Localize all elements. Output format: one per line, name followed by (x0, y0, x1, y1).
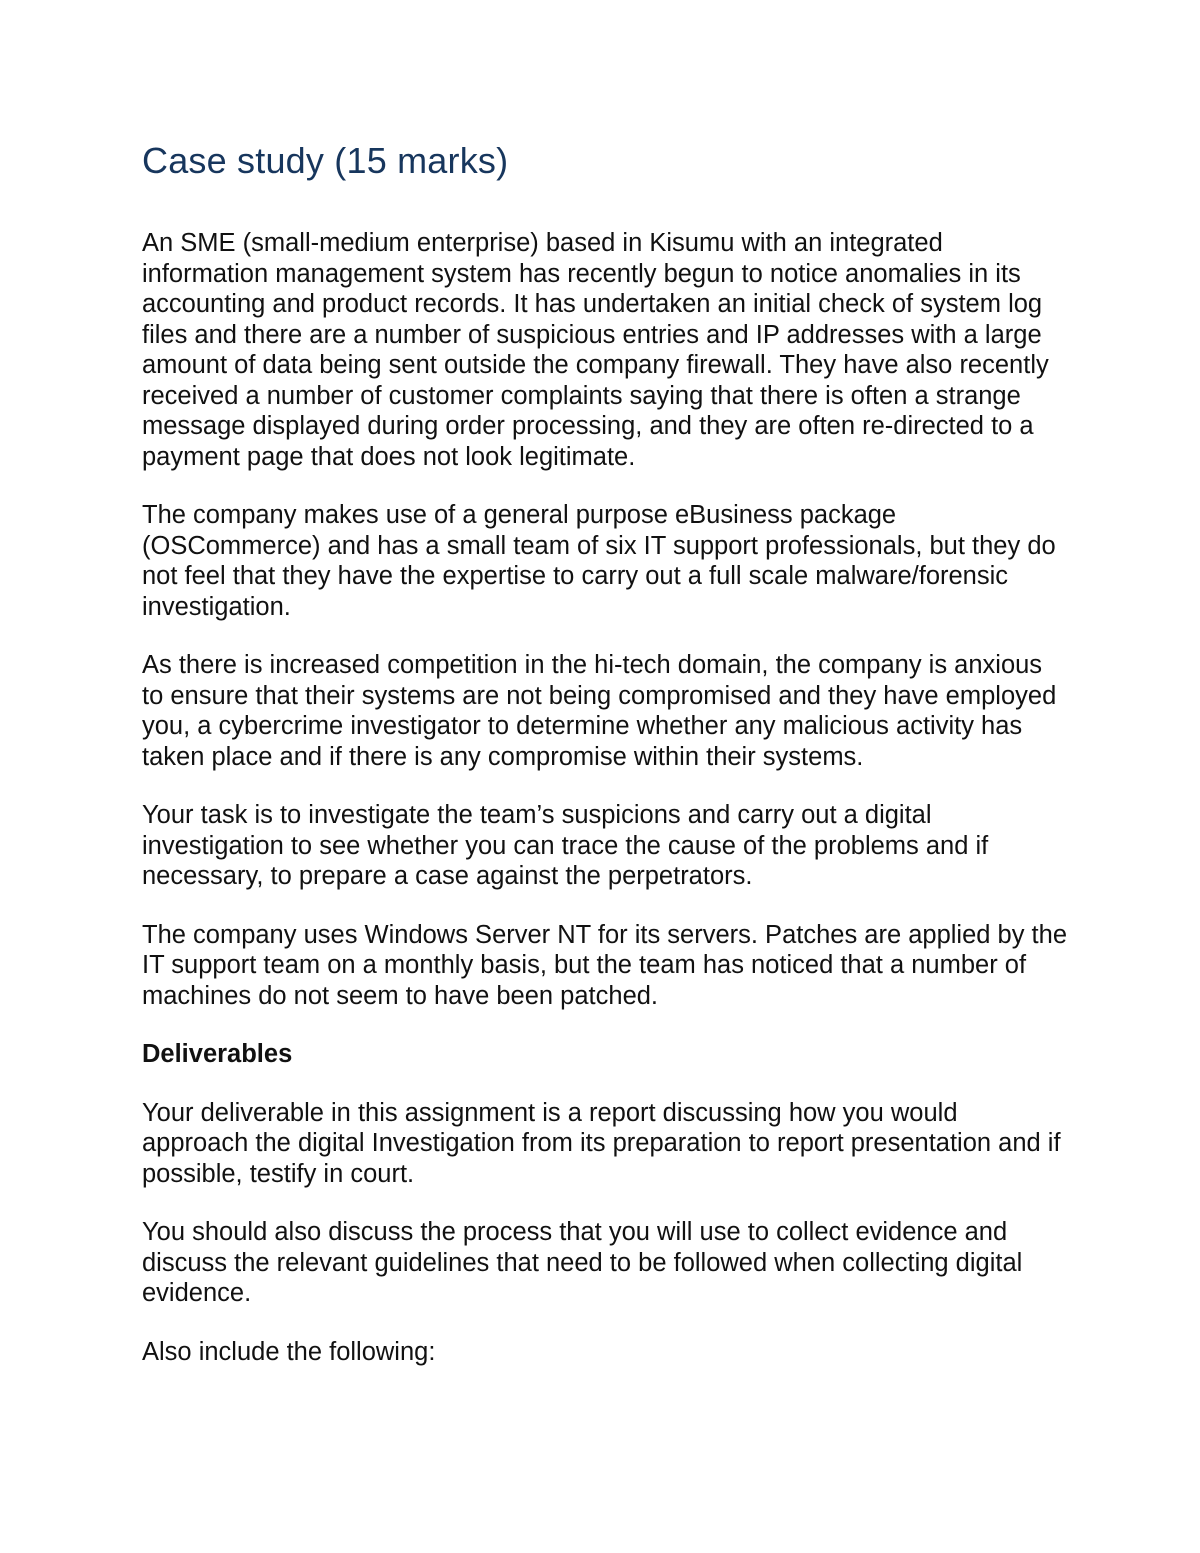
servers-paragraph: The company uses Windows Server NT for its servers. Patches are applied by the IT support team on a monthly basis, but the team has noticed that a number of machines do not seem to have been patched. (142, 920, 1068, 1010)
deliverables-heading: Deliverables (142, 1040, 293, 1068)
competition-paragraph: As there is increased competition in the hi-tech domain, the company is anxious to ensure that their systems are not being compromised and they have employed you, a cybercrime investigator to determine whether any malicious activity has taken place and if there is any compromise within their systems. (142, 651, 1057, 771)
intro-paragraph: An SME (small-medium enterprise) based in Kisumu with an integrated information management system has recently begun to notice anomalies in its accounting and product records. It has undertaken an initial check of system log files and there are a number of suspicious entries and IP addresses with a large amount of data being sent outside the company firewall. They have also recently received a number of customer complaints saying that there is often a strange message displayed during order processing, and they are often re-directed to a payment page that does not look legitimate. (142, 229, 1049, 471)
ebusiness-paragraph: The company makes use of a general purpose eBusiness package (OSCommerce) and has a small team of six IT support professionals, but they do not feel that they have the expertise to carry out a full scale malware/forensic investigation. (142, 501, 1056, 621)
page-title: Case study (15 marks) (142, 140, 509, 181)
include-following-paragraph: Also include the following: (142, 1337, 436, 1366)
task-paragraph: Your task is to investigate the team’s suspicions and carry out a digital investigation to see whether you can trace the cause of the problems and if necessary, to prepare a case against the perpetrators. (142, 801, 989, 890)
evidence-process-paragraph: You should also discuss the process that you will use to collect evidence and discuss the relevant guidelines that need to be followed when collecting digital evidence. (142, 1218, 1023, 1307)
deliverable-report-paragraph: Your deliverable in this assignment is a report discussing how you would approach the digital Investigation from its preparation to report presentation and if possible, testify in court. (142, 1098, 1061, 1188)
